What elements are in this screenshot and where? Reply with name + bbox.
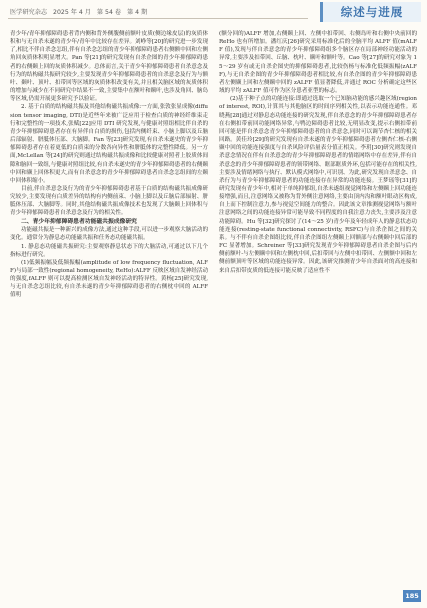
page-number-badge — [403, 590, 421, 602]
right-paragraph: (2)基于种子点的功能连接:即通过选取一个已知脑功能的感兴趣区域(region of interest, ROI),计算其与其他脑区的时间序列相关性,以表示功能连通性。邓晓燕[28]通过对静息态功能连接的研究发现,伴自杀意念的青少年抑郁障碍患者存在右侧扣带前回功能网络异常,与鸭边障碍患者比较,无明显改变,提示右侧扣带前回可能是伴自杀意念青少年抑郁障碍患者的自杀意念,同时可以调节杏仁核的相关回路。黄佳玲[29]的研究发现有自杀未遂的青少年抑郁障碍患者左侧杏仁核-右侧颞中回的功能连接强度与自杀风险评估量表分值正相关。李玥[30]研究则发现自杀意念情况在伴有自杀意念的青少年抑郁障碍患者的情绪网络中存在差异,伴有自杀意念的青少年抑郁障碍患者的领带网络、眶部眶质外环,包括可能存在的相关性,主要涉及情绪网络与执行、默认模式网络中,可识别、为此,研究发现自杀意念、自杀行为与青少年抑郁障碍患者的功能连接存在异常的功能连接。王梦瑶等[31]的研究发现有青少年中,相对于单纯抑郁组,自杀未遂组视觉网络和左侧颞上回功能连接增强,而且,注意网络又被称为背外侧注意网络,主要由顶内沟和额叶眼动区构成,自上而下控制注意力,参与视觉空间能力的整合。因此该文章推测视觉网络与额叶注意网络之间的功能连接异常可能导致不同程度的自我注意力丧失,主要涉及注意功能障碍。Hu 等[32]研究探讨了(14～25 岁)青少年及年轻成年人的静息状态功能连接(resting-state functional connectivity, RSFC)与自杀企图之间的关系。与不伴有自杀企图组比较,伴自杀企图组左侧颞上回额部与右侧颞中回后部的 FC 显著增加。Schreiner 等[33]研究发现青少年抑郁障碍患者自杀企图与后内侧前额叶-与左侧颞中回和左侧枕中回,后扣带回与左侧中扣带回、左侧额中回和左侧前额顶叶等区域的功能连接异常。因此,该研究推测青少年自杀面对的高连接和来自后扣带皮质的低连接可能反映了适应性不 — [219, 96, 417, 274]
left-paragraph: (1)低频振幅及低频振幅(amplitude of low frequency fluctuation, ALFF)与局部一致性(regional homogeneity, ReHo):ALFF 反映区域自发神经活动的强度,fALFF 则可以提高检测区域自发神经活动的特异性。黄杨[25]研究发现,与无自杀念怎组比较,有自杀未遂的青少年抑郁障碍患者的右侧枕中回的 ALFF 值明 — [10, 259, 208, 299]
volume-number: 第 54 卷 — [96, 9, 122, 16]
journal-name: 医学研究杂志 — [10, 9, 48, 16]
section-heading: 二、青少年抑郁障碍患者功能磁共振成像研究 — [21, 218, 137, 225]
running-header — [10, 7, 147, 16]
header-divider — [8, 18, 308, 19]
section-badge — [320, 2, 421, 22]
left-paragraph: 青少年/青年抑郁障碍患者背内侧和背外侧腹侧前额叶皮质(侧边缘皮层)的灰质体积和与无自杀未遂的青少年/青年中比较存在差异。刘峥等[20]的研究进一步发现了,相比不伴自杀念怎组,伴有自杀念怎组的青少年抑郁障碍患者右侧额中回和左侧角回灰质体积明显增大。Pan 等[21]的研究发现有自杀企图的青少年抑郁障碍患者的右侧颞上回的灰质体积减少。总体而言,关于青少年抑郁障碍患者自杀意念及行为的结构磁共振研究较少,主要发现青少年抑郁障碍患者的自杀意念及行为与额叶、颞叶、顶叶、扣带回等区域的灰质体积改变有关,并且相关脑区域的灰质体积的增加与减少在不同研究中结果不一致,主要集中在额叶和颞叶,也涉及角回、脑岛等区域,仍需开展更多研究予以验证。 — [10, 31, 208, 103]
left-paragraph: 目前,伴自杀意念及行为的青少年抑郁障碍患者基于白质的结构磁共振成像研究较少,主要发现有白质差异的结构有内侧前束、小脑上脚以及丘脑后部辐射、胼胝体压部、大脑脚等。同时,其他结构磁共振成像技术也发现了大脑颞上回体积与青少年抑郁障碍患者自杀意念及行为的相关性。 — [10, 185, 208, 217]
issue-date: 2025 年 4 月 — [53, 9, 91, 16]
page-number: 185 — [405, 592, 419, 600]
left-text-column — [10, 30, 208, 598]
issue-number: 第 4 期 — [127, 9, 148, 16]
right-paragraph: (额分回的)ALFF 增加,右侧颞上回、左侧中扣带回、右侧岛叶和右侧中央前回的 ReHo 也有所增加。潘红庆[26]研究采用标准化后的全脑平均 ALFF 值(mALFF 值),发现与伴自杀意念的青少年抑郁障碍组多个脑区存在局部神经功能活动的异常,主要涉及扣带回、丘脑、枕叶、颞叶和额叶等。Cao 等[27]的研究对象为 15～29 岁有或无自杀企图史的抑郁障碍患者,比较伤杨与标准化低频振幅(zALFF),与无自杀企图的青少年抑郁障碍患者相比较,有自杀企图的青少年抑郁障碍患者左侧颞上回和左侧颞中回的 zALFF 值显著降低,并通过 ROC 分析确定这些区域的平均 zALFF 值可作为区分患者亚型的标志。 — [219, 31, 417, 95]
left-paragraph: 2. 基于白质的结构磁共振及其他结构磁共振成像:一方面,张敦张显成像(diffusion tensor imaging, DTI)是近些年来被广泛应用于检查白质的神经纤维束走行和完整性的一项技术,张赋[22]应用 DTI 研究发现,与健康对照组相比伴自杀的青少年抑郁障碍患者存在有异伴自白质的损伤,包括内侧纤束、小脑上脚以及丘脑后部辐射、胼胝体压部、大脑脚。Fan 等[23]研究发现,有自杀未遂史的青少年抑郁障碍患者存在着更低的白质束的分数各向异性和胼胝体的完整性降低。另一方面,McLellan 等[24]的研究则通过结构磁共振成像和比较健康对照者上胶质体间隙和脑回一致组,与健康对照组比较,有自杀未遂史的青少年抑郁障碍患者的右侧颞中回和颞上回体积更大,而有自杀意念的青少年抑郁障碍患者自杀念怎组间的左颞中回体积缩小。 — [10, 104, 208, 184]
left-paragraph: 1. 静息态功能磁共振研究:主要观察静息状态下的大脑活动,可通过以下几个指标进行研究。 — [10, 243, 208, 258]
page-header — [0, 0, 427, 26]
right-text-column — [219, 30, 417, 598]
left-paragraph: 功能磁共振是一种新兴的成像方法,通过这种手段,可以进一步观察大脑活动的变化。通常分为静息态功能磁共振和任务态功能磁共振。 — [10, 227, 208, 242]
section-title: 综述与进展 — [340, 5, 404, 19]
